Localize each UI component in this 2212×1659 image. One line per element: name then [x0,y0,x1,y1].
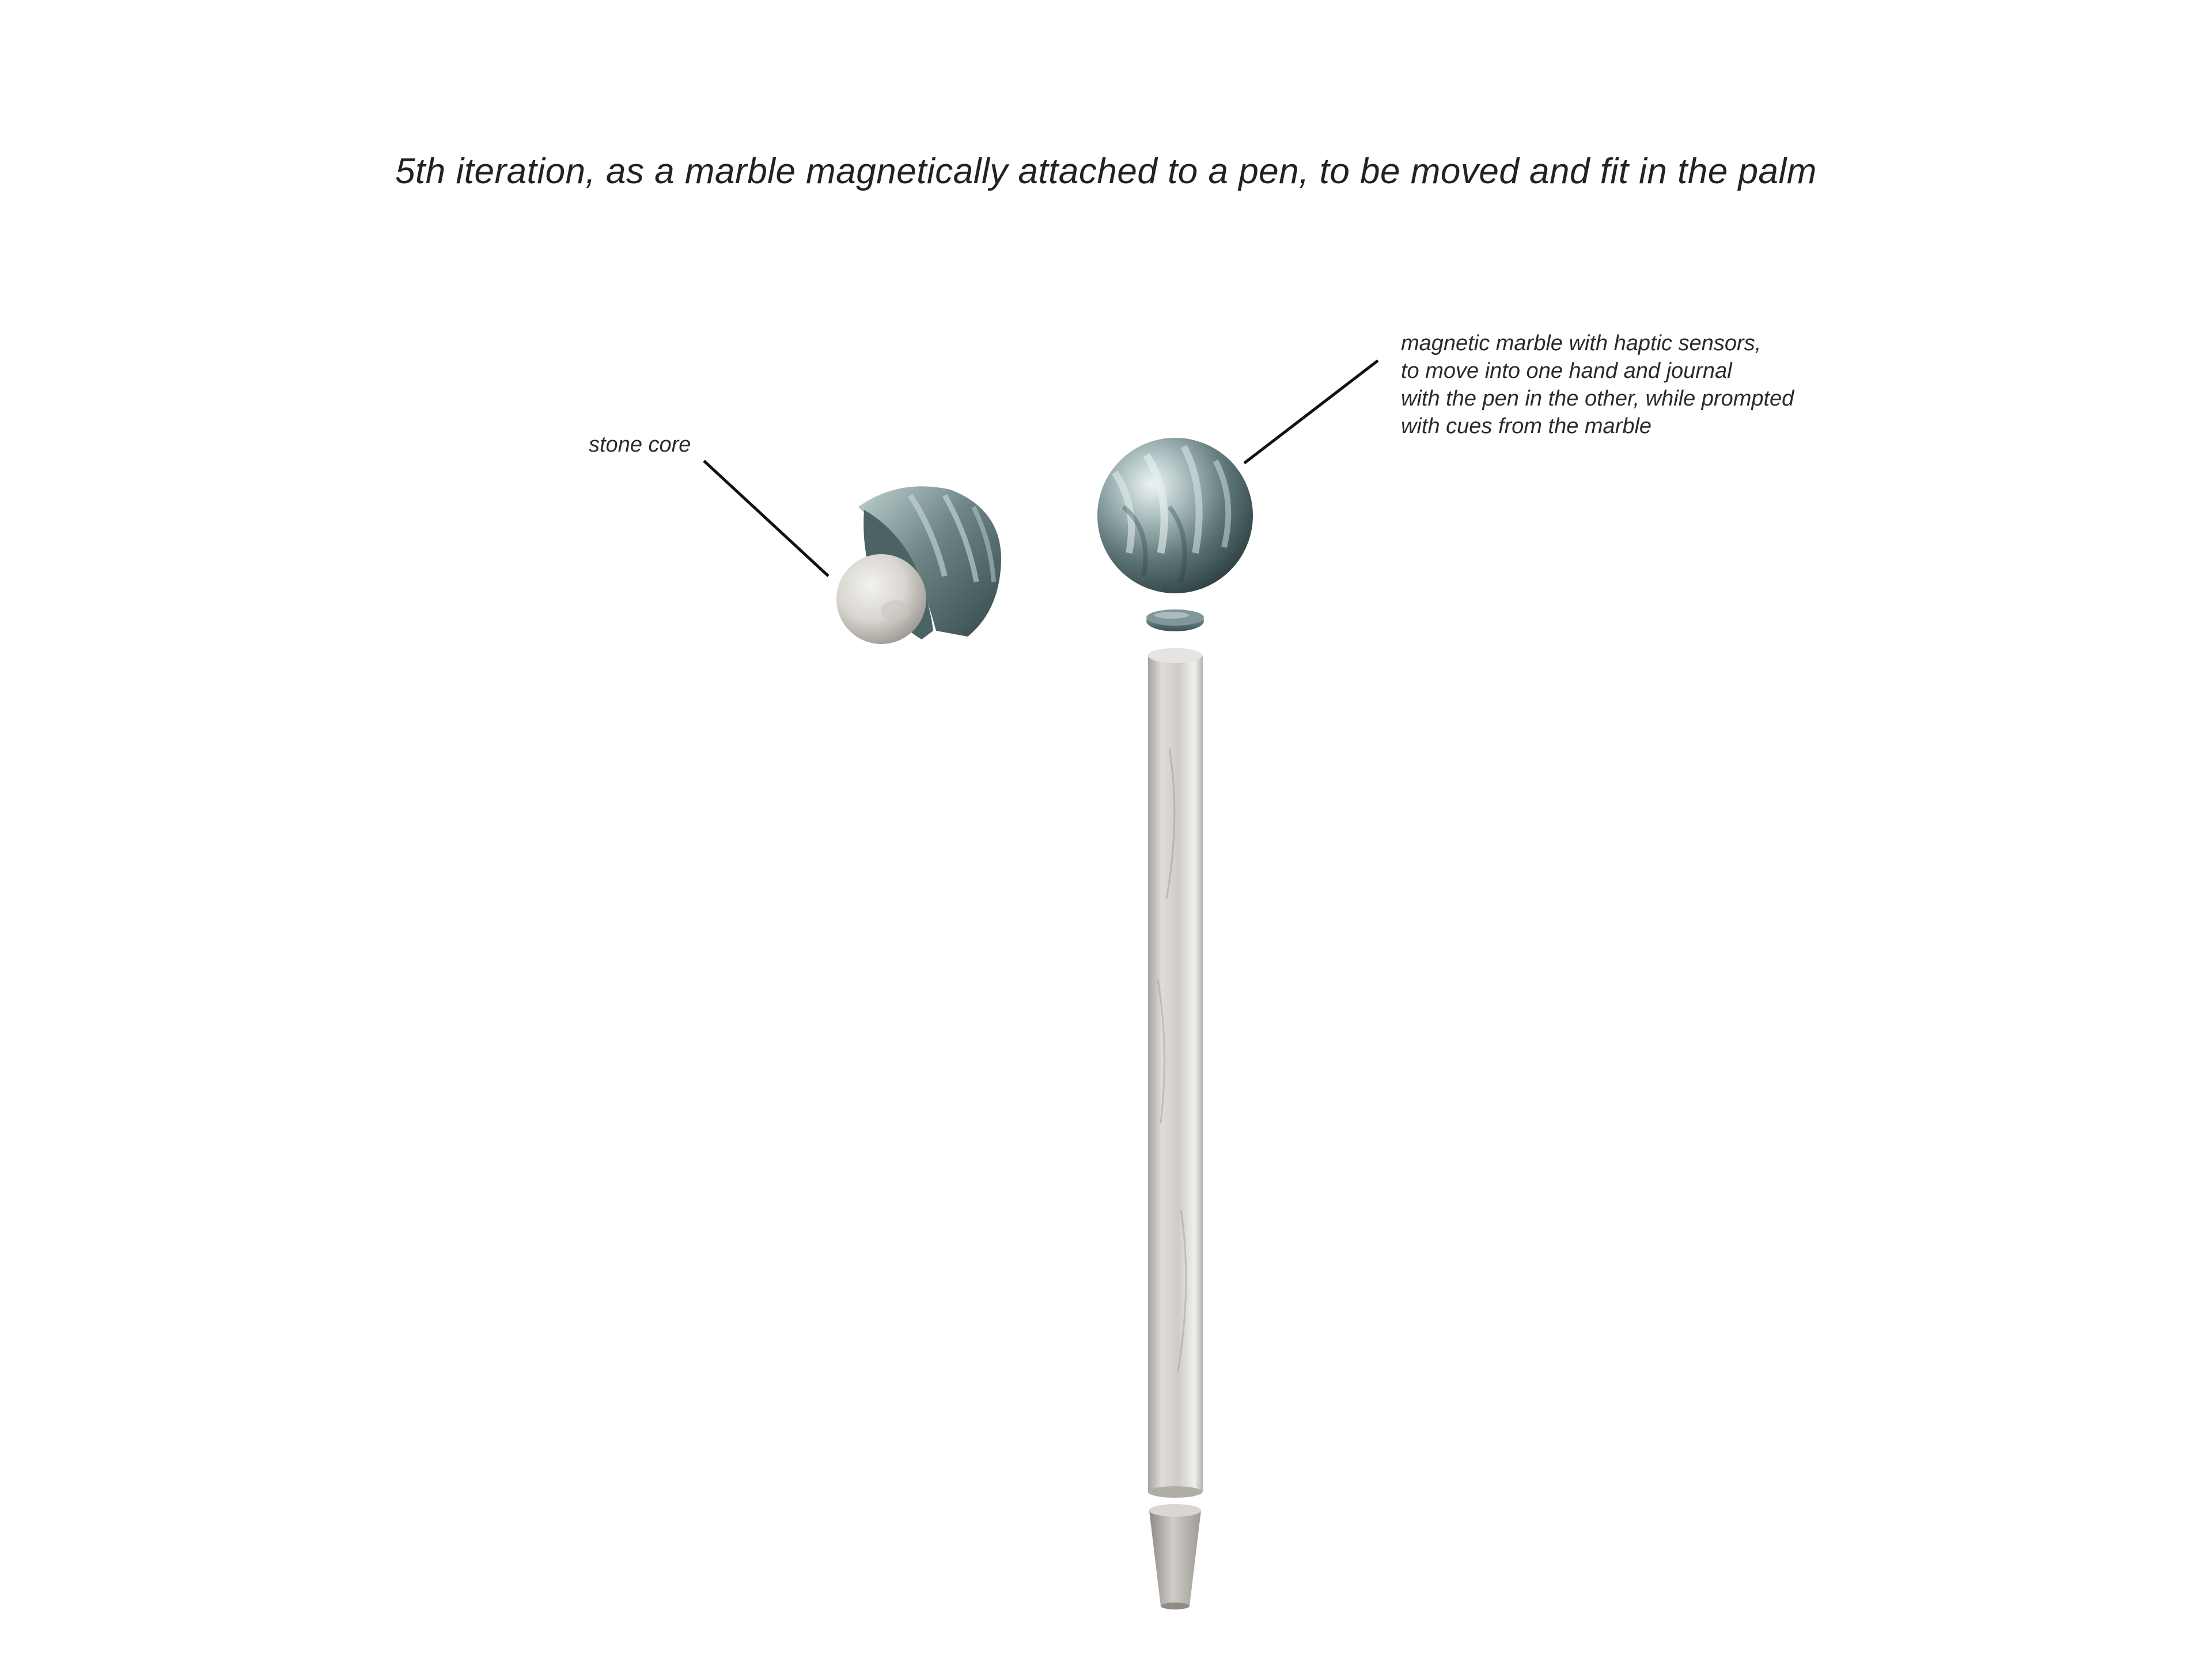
pen-body [1148,648,1203,1498]
magnetic-disc [1146,609,1204,631]
marble-description-line-2: to move into one hand and journal [1401,359,1732,383]
magnetic-marble [1097,438,1253,593]
marble-description-line-3: with the pen in the other, while prompted [1401,387,1794,411]
marble-description-line-4: with cues from the marble [1401,414,1652,438]
stone-core-leader-line [704,461,828,576]
page-title: 5th iteration, as a marble magnetically attached to a pen, to be moved and fit in the palm [395,151,1817,191]
pen-tip [1149,1504,1201,1609]
stone-core-label: stone core [589,433,691,457]
stone-core-texture [881,600,911,621]
stone-core-sphere [836,554,926,644]
marble-leader-line [1244,361,1378,463]
marble-description-line-1: magnetic marble with haptic sensors, [1401,331,1762,355]
